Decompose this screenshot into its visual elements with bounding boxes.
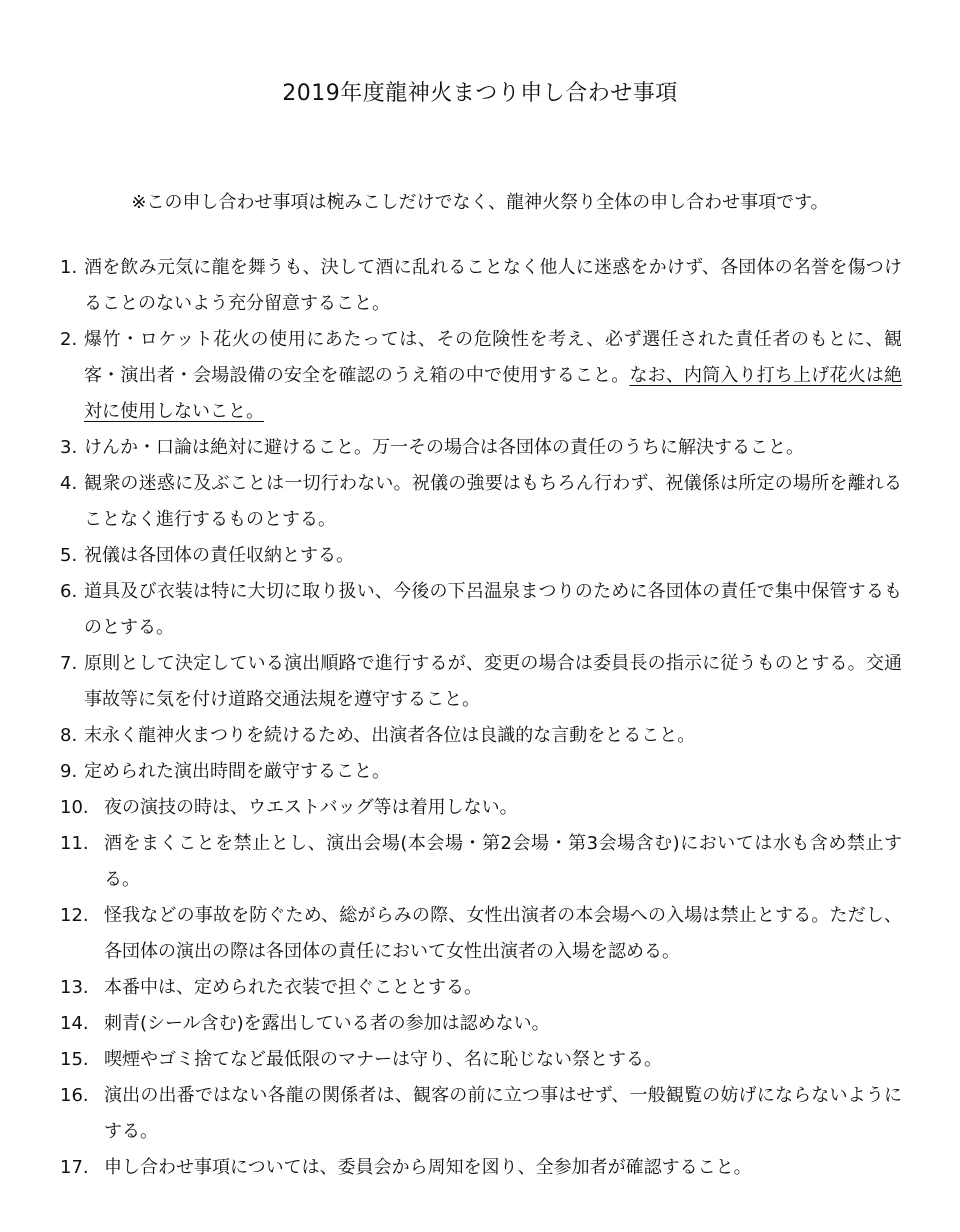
rule-item (60, 466, 902, 538)
rule-item (60, 898, 902, 970)
rule-item (60, 574, 902, 646)
rule-text: 末永く龍神火まつりを続けるため、出演者各位は良識的な言動をとること。 (84, 725, 696, 746)
rule-number: 6. (60, 581, 78, 602)
rule-number: 3. (60, 437, 78, 458)
rule-text: 申し合わせ事項については、委員会から周知を図り、全参加者が確認すること。 (104, 1157, 752, 1178)
document-title: 2019年度龍神火まつり申し合わせ事項 (282, 81, 678, 106)
rule-number: 1. (60, 257, 78, 278)
rule-text: 観衆の迷惑に及ぶことは一切行わない。祝儀の強要はもちろん行わず、祝儀係は所定の場所を離れることなく進行するものとする。 (84, 473, 902, 530)
rule-text: 祝儀は各団体の責任収納とする。 (84, 545, 354, 566)
rule-item (60, 970, 902, 1006)
rule-item (60, 250, 902, 322)
rule-number: 17. (60, 1157, 89, 1178)
rule-text: 爆竹・ロケット花火の使用にあたっては、その危険性を考え、必ず選任された責任者のもとに、観客・演出者・会場設備の安全を確認のうえ箱の中で使用すること。 (84, 329, 902, 386)
rule-item (60, 430, 902, 466)
rule-number: 8. (60, 725, 78, 746)
rule-number: 9. (60, 761, 78, 782)
rule-item (60, 1006, 902, 1042)
rule-item (60, 538, 902, 574)
rule-text: 道具及び衣装は特に大切に取り扱い、今後の下呂温泉まつりのために各団体の責任で集中保管するものとする。 (84, 581, 902, 638)
rule-text: 定められた演出時間を厳守すること。 (84, 761, 390, 782)
rule-number: 13. (60, 977, 89, 998)
rule-number: 5. (60, 545, 78, 566)
rule-item (60, 322, 902, 430)
rule-text: 原則として決定している演出順路で進行するが、変更の場合は委員長の指示に従うものとする。交通事故等に気を付け道路交通法規を遵守すること。 (84, 653, 902, 710)
rule-underlined-text: なお、内筒入り打ち上げ花火は絶対に使用しないこと。 (84, 365, 902, 422)
rule-number: 4. (60, 473, 78, 494)
rule-number: 12. (60, 905, 89, 926)
rule-text: けんか・口論は絶対に避けること。万一その場合は各団体の責任のうちに解決すること。 (84, 437, 804, 458)
rule-number: 10. (60, 797, 89, 818)
rule-text-block (84, 322, 902, 430)
rule-item (60, 790, 902, 826)
rule-number: 11. (60, 833, 89, 854)
rule-text: 本番中は、定められた衣装で担ぐこととする。 (104, 977, 482, 998)
rule-text: 酒をまくことを禁止とし、演出会場(本会場・第2会場・第3会場含む)においては水も含め禁止する。 (104, 833, 902, 890)
rule-number: 14. (60, 1013, 89, 1034)
rule-text: 演出の出番ではない各龍の関係者は、観客の前に立つ事はせず、一般観覧の妨げにならないようにする。 (104, 1085, 902, 1142)
rule-item (60, 754, 902, 790)
rule-number: 15. (60, 1049, 89, 1070)
rule-text: 怪我などの事故を防ぐため、総がらみの際、女性出演者の本会場への入場は禁止とする。ただし、各団体の演出の際は各団体の責任において女性出演者の入場を認める。 (104, 905, 902, 962)
rule-item (60, 1042, 902, 1078)
rule-item (60, 826, 902, 898)
rules-list (60, 250, 902, 1186)
rule-text: 刺青(シール含む)を露出している者の参加は認めない。 (104, 1013, 550, 1034)
rule-text: 酒を飲み元気に龍を舞うも、決して酒に乱れることなく他人に迷惑をかけず、各団体の名誉を傷つけることのないよう充分留意すること。 (84, 257, 902, 314)
rule-text: 喫煙やゴミ捨てなど最低限のマナーは守り、名に恥じない祭とする。 (104, 1049, 662, 1070)
rule-item (60, 646, 902, 718)
rule-item (60, 1078, 902, 1150)
rule-item (60, 718, 902, 754)
rule-text: 夜の演技の時は、ウエストバッグ等は着用しない。 (104, 797, 518, 818)
rule-number: 7. (60, 653, 78, 674)
rule-number: 2. (60, 329, 78, 350)
rule-item (60, 1150, 902, 1186)
rule-number: 16. (60, 1085, 89, 1106)
scope-note: ※この申し合わせ事項は椀みこしだけでなく、龍神火祭り全体の申し合わせ事項です。 (131, 192, 829, 213)
